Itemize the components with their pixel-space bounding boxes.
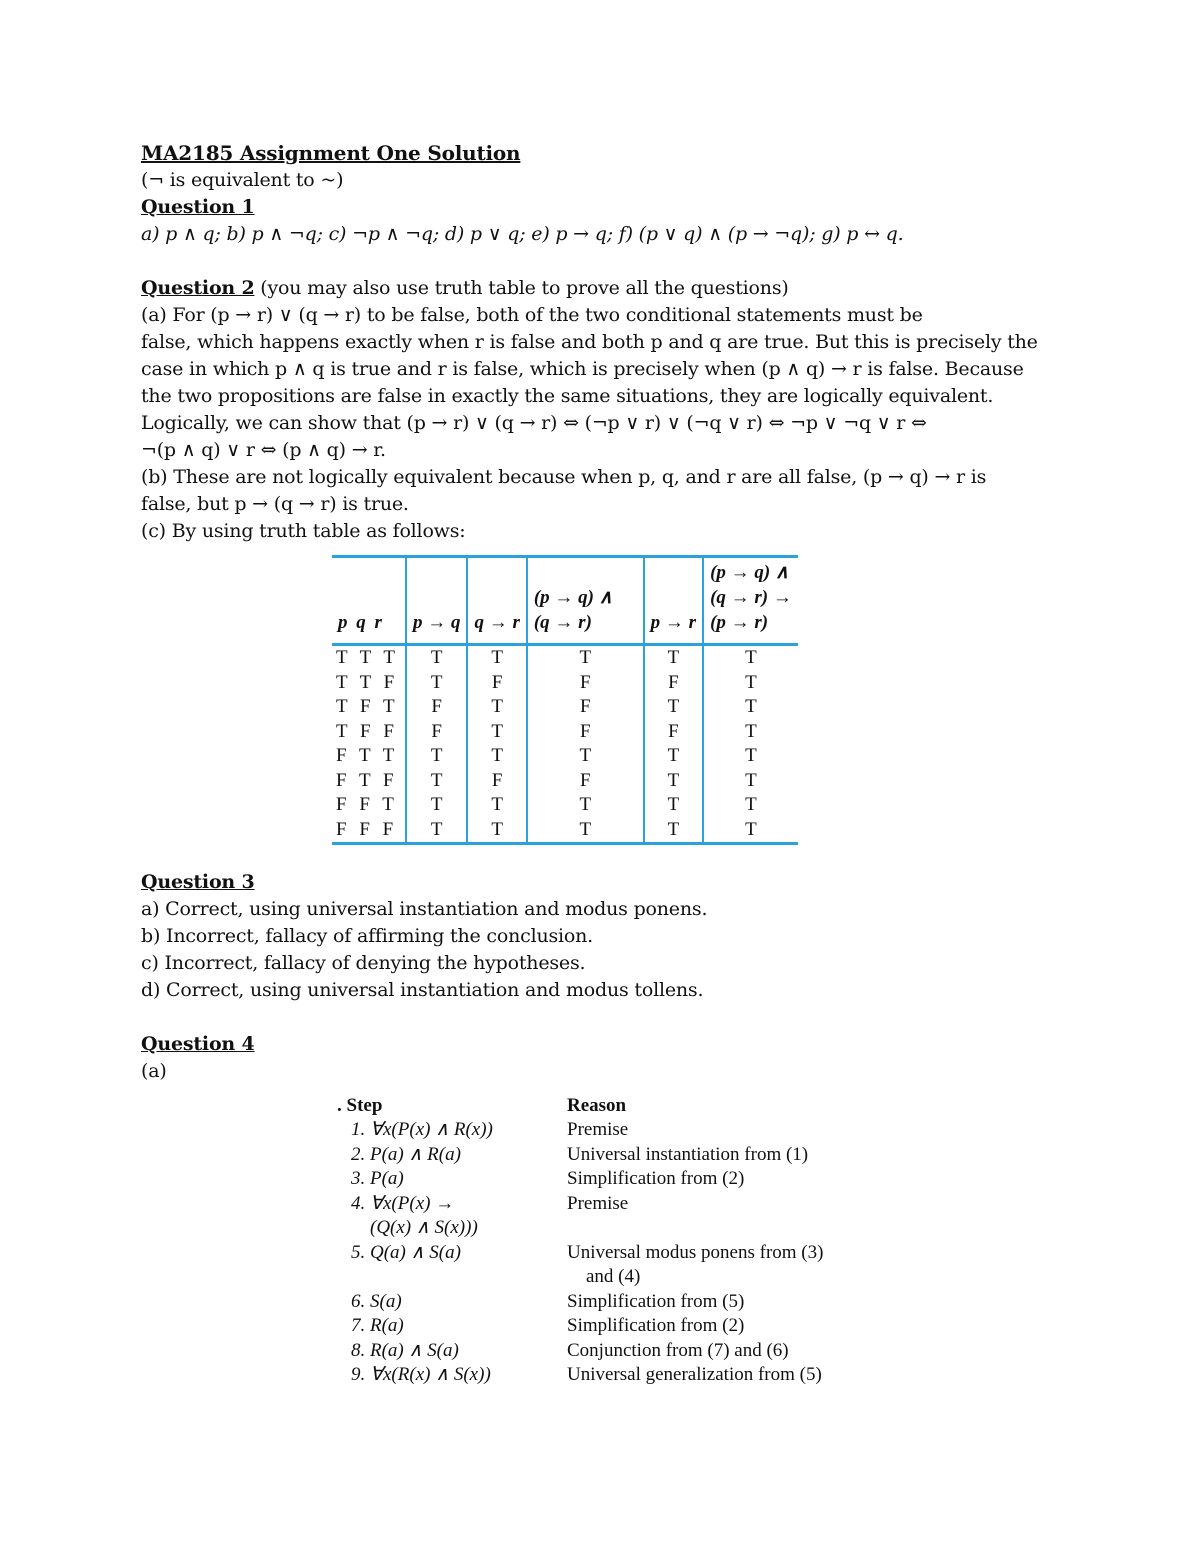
truth-table-cell: F [406, 695, 468, 720]
truth-table-cell: T [467, 720, 526, 745]
proof-step: 5. Q(a) ∧ S(a) [351, 1241, 461, 1263]
proof-step-header: . Step [337, 1095, 383, 1116]
truth-table-cell: F [467, 671, 526, 696]
proof-table-container [337, 1093, 1071, 1388]
proof-reason: Universal modus ponens from (3) [567, 1241, 824, 1263]
proof-row [337, 1363, 823, 1388]
proof-row [337, 1265, 823, 1290]
proof-row [337, 1118, 823, 1143]
truth-table-cell: T [406, 818, 468, 844]
truth-table-cell: T [745, 769, 757, 791]
proof-reason: Premise [567, 1192, 629, 1214]
proof-row [337, 1167, 823, 1192]
question-2-heading: Question 2 [141, 277, 255, 299]
proof-step: 8. R(a) ∧ S(a) [351, 1339, 459, 1361]
proof-reason: Simplification from (5) [567, 1290, 745, 1312]
question-2b-line: (b) These are not logically equivalent because when p, q, and r are all false, (p → q) → r is [141, 466, 987, 488]
truth-table-cell: T [406, 793, 468, 818]
truth-table-cell: T [406, 671, 468, 696]
truth-table-cell: T [406, 769, 468, 794]
notation-note: (¬ is equivalent to ~) [141, 169, 344, 191]
truth-table-cell: T [745, 671, 757, 693]
question-2a-line: false, which happens exactly when r is false and both p and q are true. But this is precisely the [141, 331, 1038, 353]
truth-table-cell: T [745, 720, 757, 742]
question-2a-line: ¬(p ∧ q) ∨ r ⇔ (p ∧ q) → r. [141, 439, 386, 461]
question-2a-line: case in which p ∧ q is true and r is false, which is precisely when (p ∧ q) → r is false. Because [141, 358, 1024, 380]
proof-row [337, 1241, 823, 1266]
truth-table-cell: F [644, 671, 703, 696]
truth-table-cell: T [745, 794, 757, 815]
truth-table-cell: F [644, 720, 703, 745]
proof-reason: and (4) [567, 1266, 641, 1287]
truth-table-cell: T [406, 744, 468, 769]
truth-table-cell: T [644, 818, 703, 844]
truth-table-cell: T [644, 695, 703, 720]
truth-table-cell: T [644, 793, 703, 818]
proof-table [337, 1093, 823, 1388]
truth-table-header: p q r [332, 557, 406, 645]
truth-table-header: (p → q) ∧ (q → r) → (p → r) [710, 562, 792, 633]
proof-reason-header: Reason [567, 1095, 627, 1116]
question-2a-line: (a) For (p → r) ∨ (q → r) to be false, both of the two conditional statements must be [141, 304, 923, 326]
truth-table-row [332, 645, 798, 671]
proof-reason: Simplification from (2) [567, 1315, 745, 1336]
question-2c-line: (c) By using truth table as follows: [141, 520, 466, 542]
question-4-part: (a) [141, 1060, 167, 1082]
proof-step: 3. P(a) [351, 1168, 404, 1189]
truth-table-cell: F [527, 720, 644, 745]
truth-table-cell: F [527, 671, 644, 696]
truth-table-row [332, 720, 798, 745]
truth-table-cell: T [527, 818, 644, 844]
truth-table-header-row [332, 557, 798, 645]
truth-table-cell: F F T [332, 793, 406, 818]
truth-table-row [332, 695, 798, 720]
truth-table-cell: T [745, 647, 757, 668]
question-2b-paragraph [141, 464, 1071, 518]
proof-row [337, 1143, 823, 1168]
question-2b-line: false, but p → (q → r) is true. [141, 493, 409, 515]
question-1-answer: a) p ∧ q; b) p ∧ ¬q; c) ¬p ∧ ¬q; d) p ∨ q; e) p → q; f) (p ∨ q) ∧ (p → ¬q); g) p ↔ q. [141, 223, 904, 245]
question-3-answer: d) Correct, using universal instantiation and modus tollens. [141, 979, 704, 1001]
truth-table-cell: T [527, 645, 644, 671]
truth-table-header: (p → q) ∧ (q → r) [527, 557, 644, 645]
proof-row [337, 1339, 823, 1364]
truth-table-cell: T [745, 745, 757, 766]
question-3-heading: Question 3 [141, 871, 255, 893]
question-2a-line: the two propositions are false in exactly the same situations, they are logically equivalent. [141, 385, 994, 407]
truth-table-row [332, 793, 798, 818]
truth-table-cell: F F F [332, 818, 406, 844]
question-3-answer: c) Incorrect, fallacy of denying the hypotheses. [141, 952, 586, 974]
truth-table-cell: T F T [332, 695, 406, 720]
truth-table-cell: T F F [332, 720, 406, 745]
proof-reason: Universal generalization from (5) [567, 1364, 822, 1385]
proof-step: 4. ∀x(P(x) → [351, 1192, 455, 1214]
truth-table-cell: F T F [332, 769, 406, 794]
truth-table-container [332, 555, 1071, 845]
truth-table-cell: T [527, 744, 644, 769]
truth-table-cell: T [527, 793, 644, 818]
question-2-heading-line [141, 275, 1071, 302]
truth-table-cell: T [745, 696, 757, 717]
truth-table-row [332, 769, 798, 794]
proof-step: (Q(x) ∧ S(x))) [351, 1217, 478, 1238]
question-3-answer: a) Correct, using universal instantiation and modus ponens. [141, 898, 708, 920]
truth-table-row [332, 671, 798, 696]
truth-table-cell: T T T [332, 645, 406, 671]
proof-header-row [337, 1093, 823, 1118]
truth-table-cell: T [467, 744, 526, 769]
proof-row [337, 1216, 823, 1241]
proof-step: 9. ∀x(R(x) ∧ S(x)) [351, 1364, 491, 1385]
truth-table-cell: F [527, 695, 644, 720]
truth-table-cell: T [745, 818, 757, 840]
truth-table-header: q → r [467, 557, 526, 645]
proof-step: 2. P(a) ∧ R(a) [351, 1143, 461, 1165]
question-2-heading-note: (you may also use truth table to prove all the questions) [254, 277, 789, 299]
truth-table [332, 555, 798, 845]
truth-table-header: p → q [406, 557, 468, 645]
truth-table-cell: F [406, 720, 468, 745]
proof-row [337, 1314, 823, 1339]
document-title: MA2185 Assignment One Solution [141, 141, 521, 165]
proof-step: 6. S(a) [351, 1290, 402, 1312]
question-2a-paragraph [141, 302, 1071, 464]
truth-table-cell: T [644, 769, 703, 794]
truth-table-cell: F [527, 769, 644, 794]
proof-step: 1. ∀x(P(x) ∧ R(x)) [351, 1119, 493, 1140]
proof-step [337, 1265, 567, 1290]
truth-table-cell: T [644, 744, 703, 769]
question-1-heading: Question 1 [141, 196, 255, 218]
document-page [141, 140, 1071, 1388]
proof-reason [567, 1216, 823, 1241]
truth-table-cell: T [644, 645, 703, 671]
truth-table-cell: F [467, 769, 526, 794]
truth-table-cell: T [467, 695, 526, 720]
proof-row [337, 1192, 823, 1217]
proof-reason: Premise [567, 1119, 629, 1140]
proof-row [337, 1290, 823, 1315]
truth-table-row [332, 818, 798, 844]
question-3-answer: b) Incorrect, fallacy of affirming the conclusion. [141, 925, 594, 947]
proof-step: 7. R(a) [351, 1315, 404, 1336]
proof-reason: Universal instantiation from (1) [567, 1143, 809, 1165]
truth-table-cell: T T F [332, 671, 406, 696]
truth-table-header: p → r [644, 557, 703, 645]
truth-table-cell: T [467, 645, 526, 671]
truth-table-cell: T [467, 818, 526, 844]
truth-table-row [332, 744, 798, 769]
proof-reason: Simplification from (2) [567, 1168, 745, 1189]
proof-reason: Conjunction from (7) and (6) [567, 1339, 789, 1361]
question-2a-line: Logically, we can show that (p → r) ∨ (q → r) ⇔ (¬p ∨ r) ∨ (¬q ∨ r) ⇔ ¬p ∨ ¬q ∨ r ⇔ [141, 412, 927, 434]
question-4-heading: Question 4 [141, 1033, 255, 1055]
truth-table-cell: T [406, 645, 468, 671]
truth-table-cell: F T T [332, 744, 406, 769]
truth-table-cell: T [467, 793, 526, 818]
